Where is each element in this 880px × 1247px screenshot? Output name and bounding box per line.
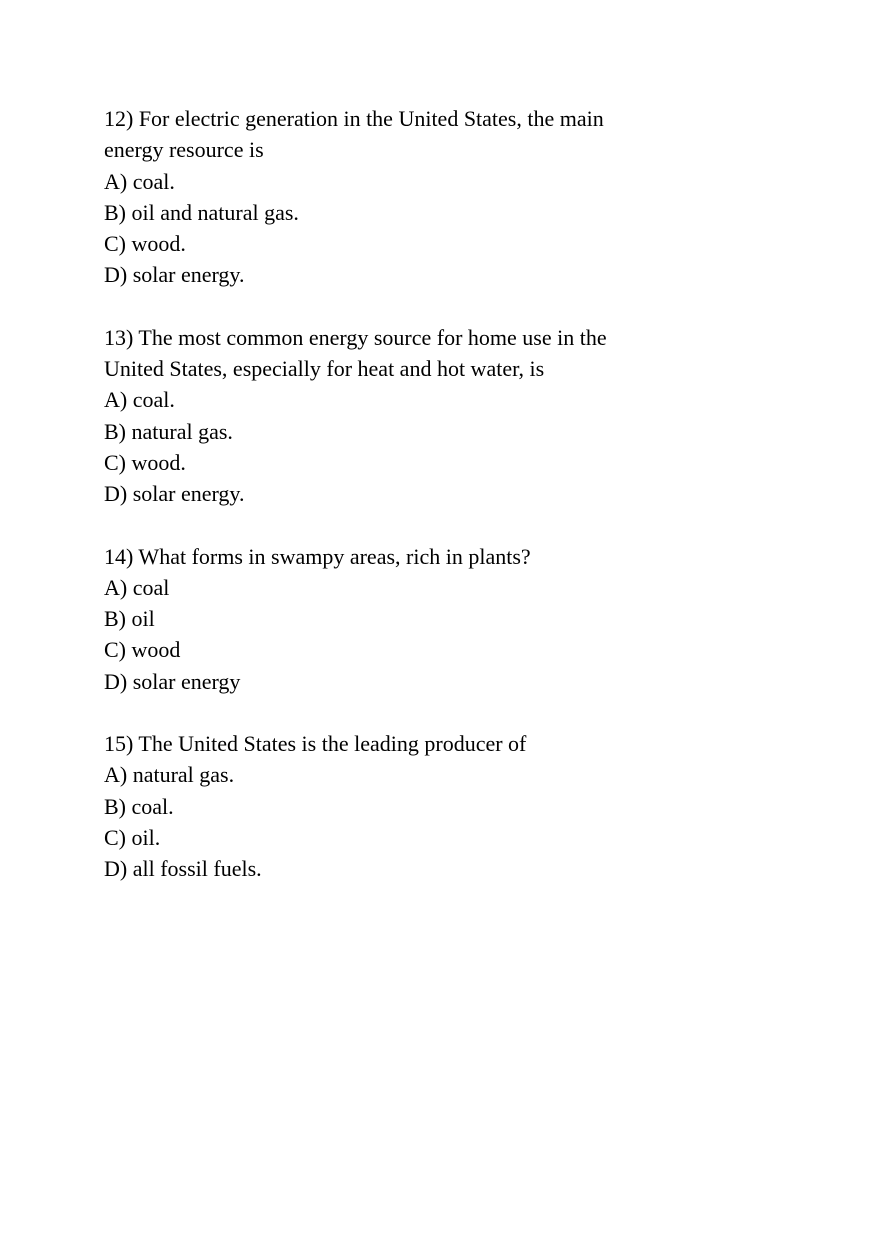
question-stem: 12) For electric generation in the United States, the main [104, 106, 604, 131]
question-stem: 14) What forms in swampy areas, rich in plants? [104, 543, 531, 569]
question-12 [104, 103, 664, 291]
question-stem: 13) The most common energy source for home use in the [104, 324, 607, 350]
answer-option-a: A) coal [104, 574, 170, 600]
answer-option-a: A) coal. [104, 168, 175, 194]
answer-option-d: D) solar energy [104, 668, 241, 694]
answer-option-b: B) oil and natural gas. [104, 199, 299, 225]
question-stem: 15) The United States is the leading producer of [104, 731, 527, 757]
answer-option-a: A) natural gas. [104, 762, 235, 788]
answer-option-d: D) all fossil fuels. [104, 856, 262, 882]
question-13 [104, 322, 664, 510]
answer-option-c: C) wood [104, 637, 181, 663]
answer-option-c: C) wood. [104, 231, 186, 257]
question-14 [104, 541, 664, 697]
question-stem: United States, especially for heat and hot water, is [104, 356, 545, 382]
question-15 [104, 728, 664, 884]
answer-option-b: B) oil [104, 606, 155, 632]
answer-option-d: D) solar energy. [104, 481, 245, 507]
question-stem: energy resource is [104, 137, 264, 163]
answer-option-d: D) solar energy. [104, 262, 245, 288]
answer-option-c: C) wood. [104, 449, 186, 475]
answer-option-b: B) natural gas. [104, 418, 233, 444]
document-page [104, 103, 664, 916]
answer-option-a: A) coal. [104, 387, 175, 413]
answer-option-c: C) oil. [104, 824, 161, 850]
answer-option-b: B) coal. [104, 793, 174, 819]
